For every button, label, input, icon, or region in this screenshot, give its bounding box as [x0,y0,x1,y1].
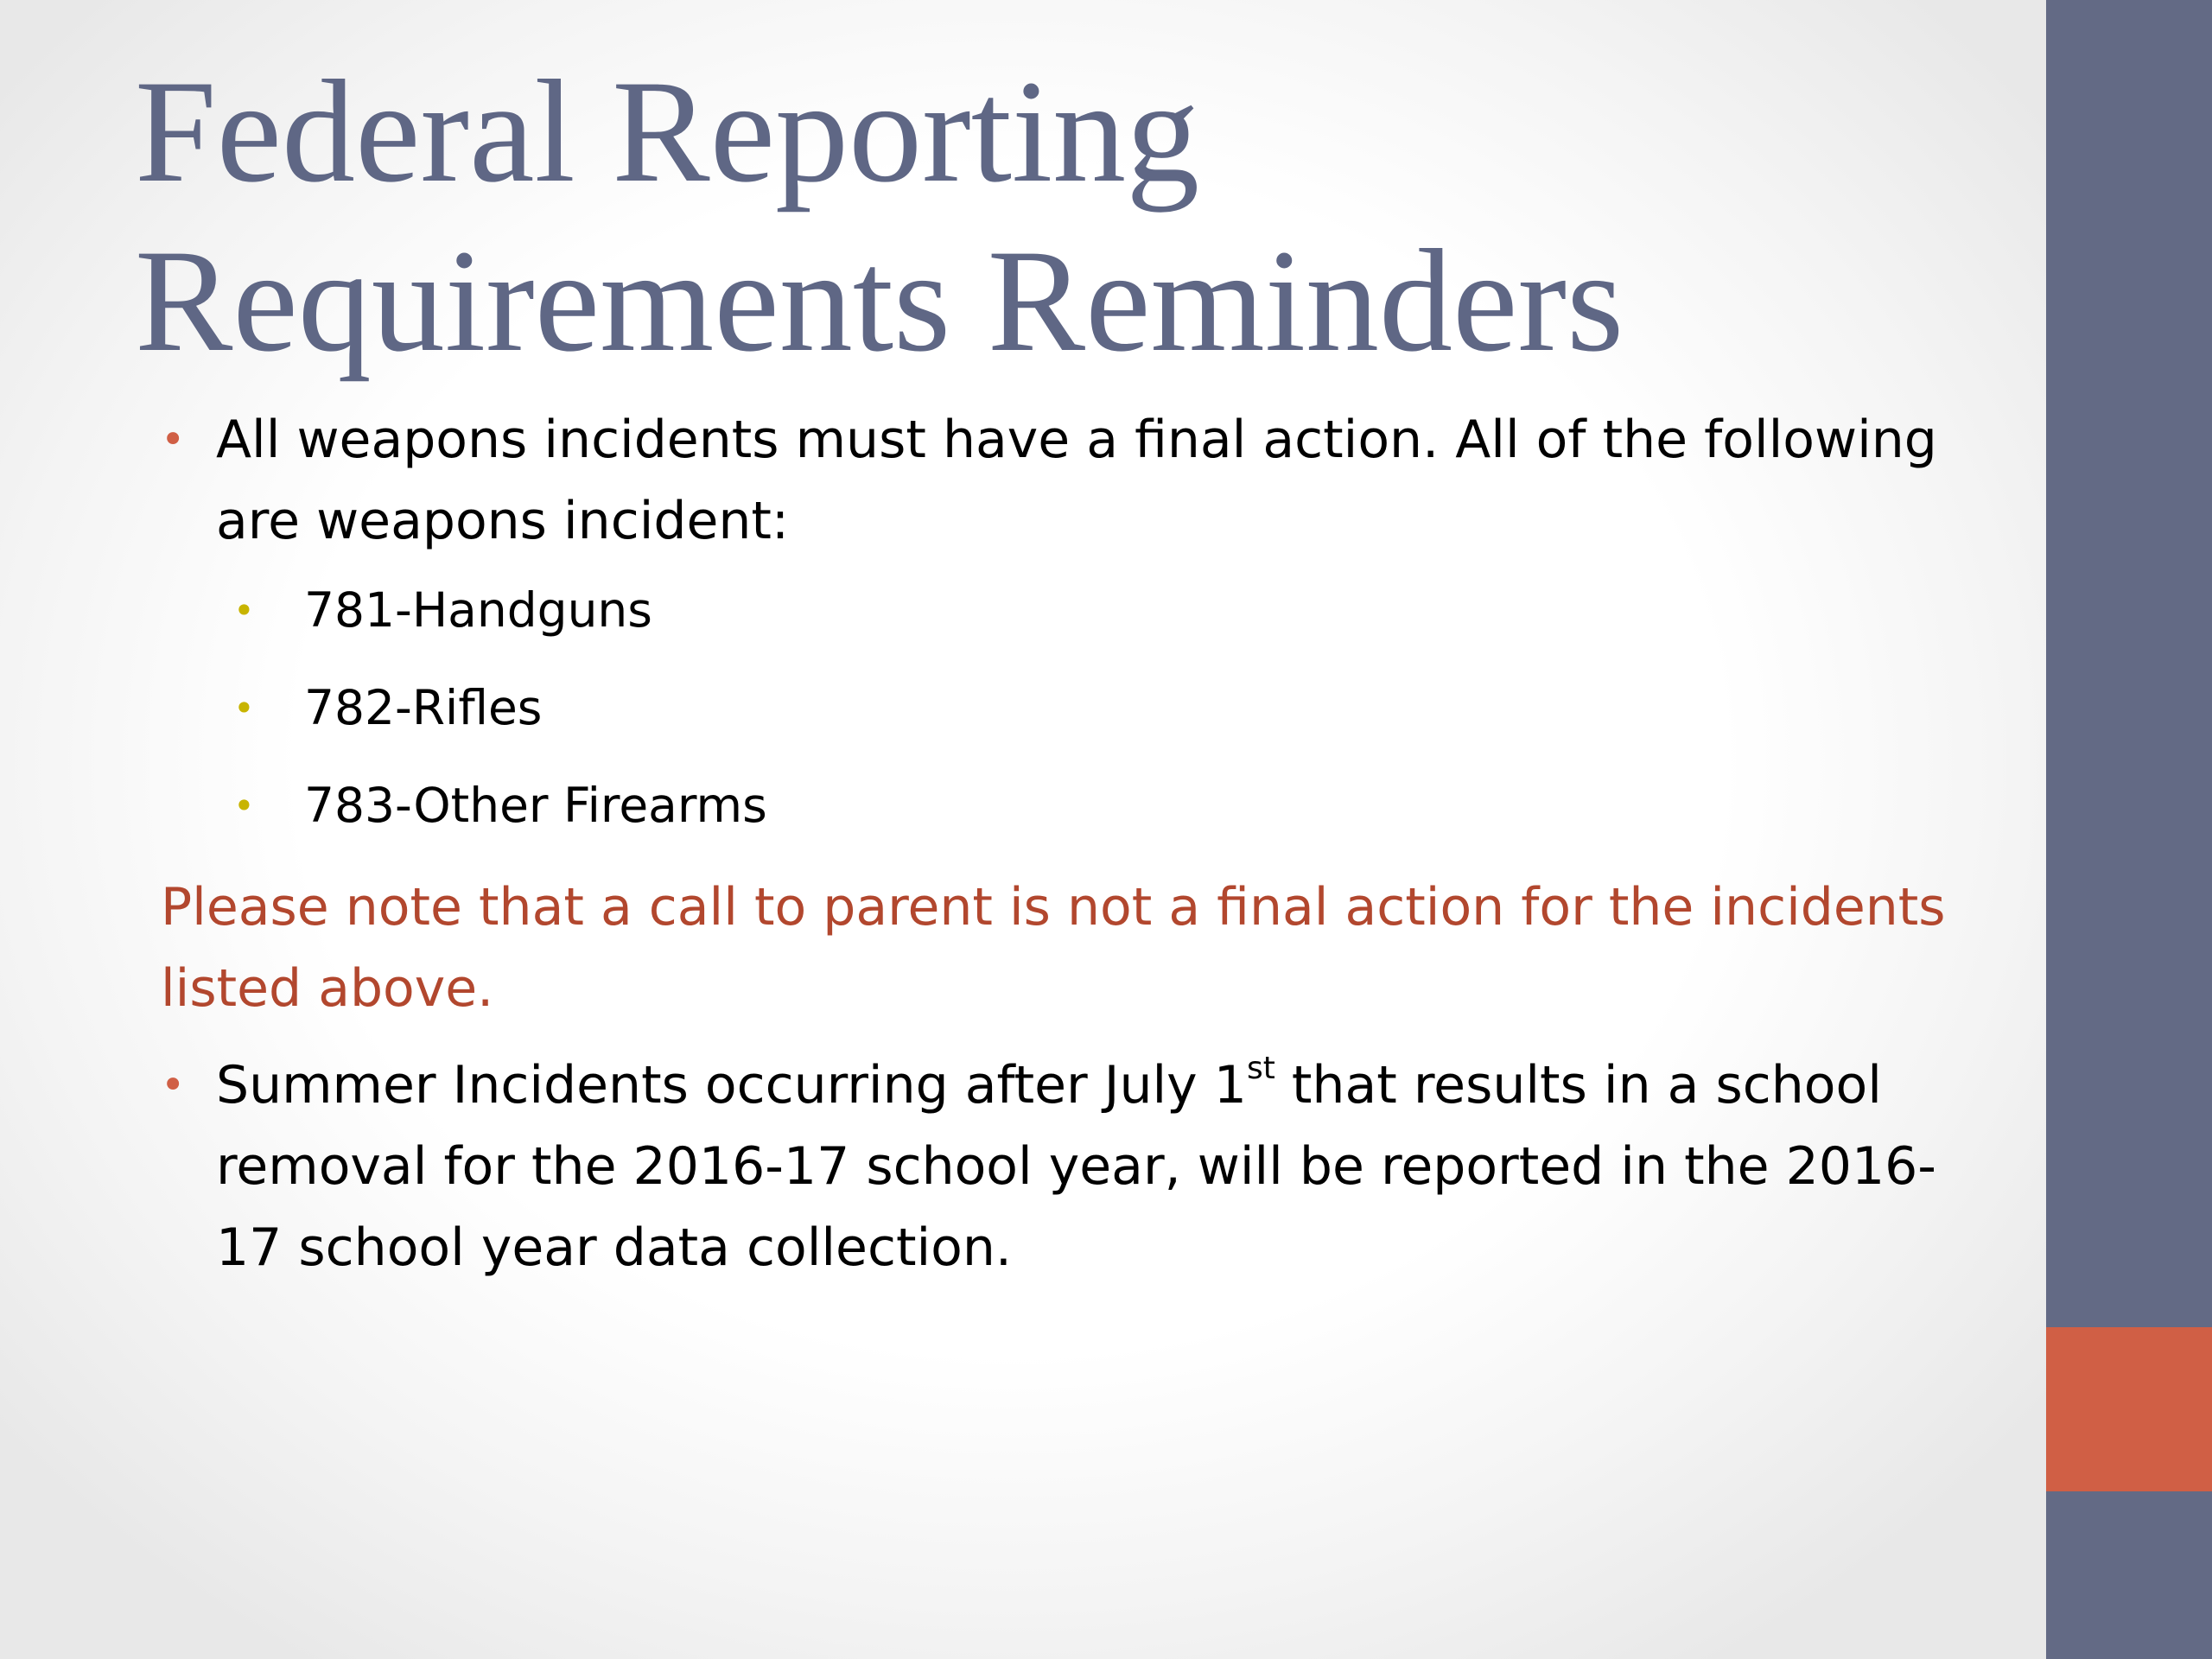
slide-title: Federal Reporting Requirements Reminders [135,50,1624,382]
note-text: Please note that a call to parent is not a final action for the incidents listed above. [161,877,1946,1019]
bullet-dot-icon: • [161,1061,186,1109]
slide-content [161,399,1984,1288]
sub-bullet-dot-icon: • [233,687,255,729]
sub-item-text: 781-Handguns [304,582,652,638]
sub-item-handguns [233,570,1984,659]
superscript-st: st [1246,1051,1275,1086]
bullet-text: All weapons incidents must have a final action. All of the following are weapons incident: [216,410,1937,551]
sub-item-text: 782-Rifles [304,680,543,735]
sub-bullet-dot-icon: • [233,785,255,827]
bullet-summer-incidents [161,1045,1984,1288]
side-accent-block [2046,1327,2212,1491]
sub-bullet-dot-icon: • [233,589,255,632]
sub-item-text: 783-Other Firearms [304,778,767,833]
bullet-weapons-incidents [161,399,1984,562]
bullet-dot-icon: • [161,416,186,464]
sub-item-rifles [233,668,1984,757]
bullet-text-part-1: Summer Incidents occurring after July 1 [216,1055,1247,1116]
sub-item-other-firearms [233,766,1984,855]
bullet-text-part-2: that results in a school removal for the 2016-17 school year, will be reported in the 2016-17 school year data collection. [216,1055,1936,1278]
